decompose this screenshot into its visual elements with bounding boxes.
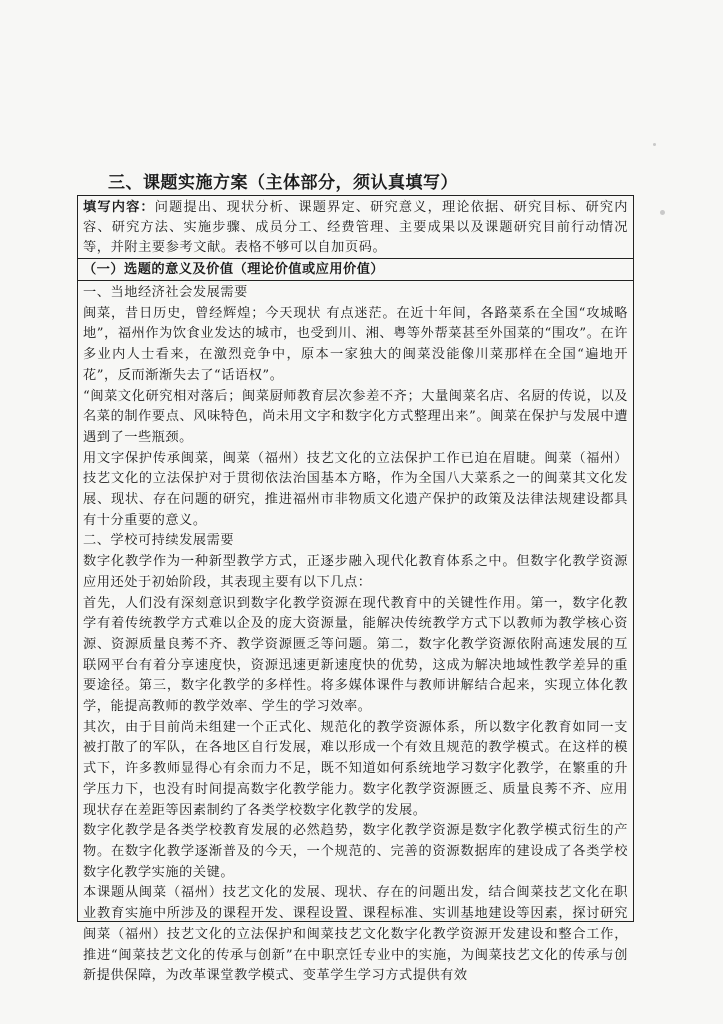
body-text: [78, 281, 633, 987]
scan-speck: [660, 210, 665, 215]
paragraph: 二、学校可持续发展需要: [83, 533, 235, 549]
paragraph: 首先，人们没有深刻意识到数字化教学资源在现代教育中的关键性作用。第一，数字化教学有着传统教学方式难以企及的庞大资源量，能解决传统教学方式下以教师为教学核心资源、资源质量良莠不齐、教学资源匮乏等问题。第二，数字化教学资源依附高速发展的互联网平台有着分享速度快，资源迅速更新速度快的优势，这成为解决地域性教学差异的重要途径。第三，数字化教学的多样性。将多媒体课件与教师讲解结合起来，实现立体化教学，能提高教师的教学效率、学生的学习效率。: [83, 595, 628, 715]
paragraph: “闽菜文化研究相对落后；闽菜厨师教育层次参差不齐；大量闽菜名店、名厨的传说，以及名菜的制作要点、风味特色，尚未用文字和数字化方式整理出来”。闽菜在保护与发展中遭遇到了一些瓶颈。: [83, 388, 628, 445]
paragraph: 数字化教学作为一种新型教学方式，正逐步融入现代化教育体系之中。但数字化教学资源应用还处于初始阶段，其表现主要有以下几点：: [83, 554, 628, 590]
paragraph: 一、当地经济社会发展需要: [83, 285, 248, 300]
scan-speck: [653, 143, 656, 146]
fill-in-text: 问题提出、现状分析、课题界定、研究意义，理论依据、研究目标、研究内容、研究方法、实施步骤、成员分工、经费管理、主要成果以及课题研究目前行动情况等，并附主要参考文献。表格不够可以自加页码。: [83, 200, 629, 255]
paragraph: 其次，由于目前尚未组建一个正式化、规范化的教学资源体系，所以数字化教育如同一支被打散了的军队，在各地区自行发展，难以形成一个有效且规范的教学模式。在这样的模式下，许多教师显得心有余而力不足，既不知道如何系统地学习数字化教学，在繁重的升学压力下，也没有时间提高数字化教学能力。数字化教学资源匮乏、质量良莠不齐、应用现状存在差距等因素制约了各类学校数字化教学的发展。: [83, 719, 628, 818]
section-title: 三、课题实施方案（主体部分，须认真填写）: [108, 173, 458, 193]
paragraph: 本课题从闽菜（福州）技艺文化的发展、现状、存在的问题出发，结合闽菜技艺文化在职业教育实施中所涉及的课程开发、课程设置、课程标准、实训基地建设等因素，探讨研究闽菜（福州）技艺文化的立法保护和闽菜技艺文化数字化教学资源开发建设和整合工作，推进“闽菜技艺文化的传承与创新”在中职烹饪专业中的实施，为闽菜技艺文化的传承与创新提供保障，为改革课堂教学模式、变革学生学习方式提供有效: [83, 885, 628, 984]
paragraph: 数字化教学是各类学校教育发展的必然趋势，数字化教学资源是数字化教学模式衍生的产物。在数字化教学逐渐普及的今天，一个规范的、完善的资源数据库的建设成了各类学校数字化教学实施的关键。: [83, 823, 628, 880]
paragraph: 闽菜，昔日历史，曾经辉煌；今天现状 有点迷茫。在近十年间，各路菜系在全国“攻城略地”，福州作为饮食业发达的城市，也受到川、湘、粤等外帮菜甚至外国菜的“围攻”。在许多业内人士看来，在激烈竞争中，原本一家独大的闽菜没能像川菜那样在全国“遍地开花”，反而渐渐失去了“话语权”。: [83, 305, 628, 383]
fill-in-label: 填写内容：: [83, 200, 155, 215]
form-table: [77, 195, 634, 984]
subsection-heading: （一）选题的意义及价值（理论价值或应用价值）: [78, 259, 633, 281]
paragraph: 用文字保护传承闽菜，闽菜（福州）技艺文化的立法保护工作已迫在眉睫。闽菜（福州）技艺文化的立法保护对于贯彻依法治国基本方略，作为全国八大菜系之一的闽菜其文化发展、现状、存在问题的研究，推进福州市非物质文化遗产保护的政策及法律法规建设都具有十分重要的意义。: [83, 450, 628, 528]
fill-in-instructions: [78, 196, 633, 259]
